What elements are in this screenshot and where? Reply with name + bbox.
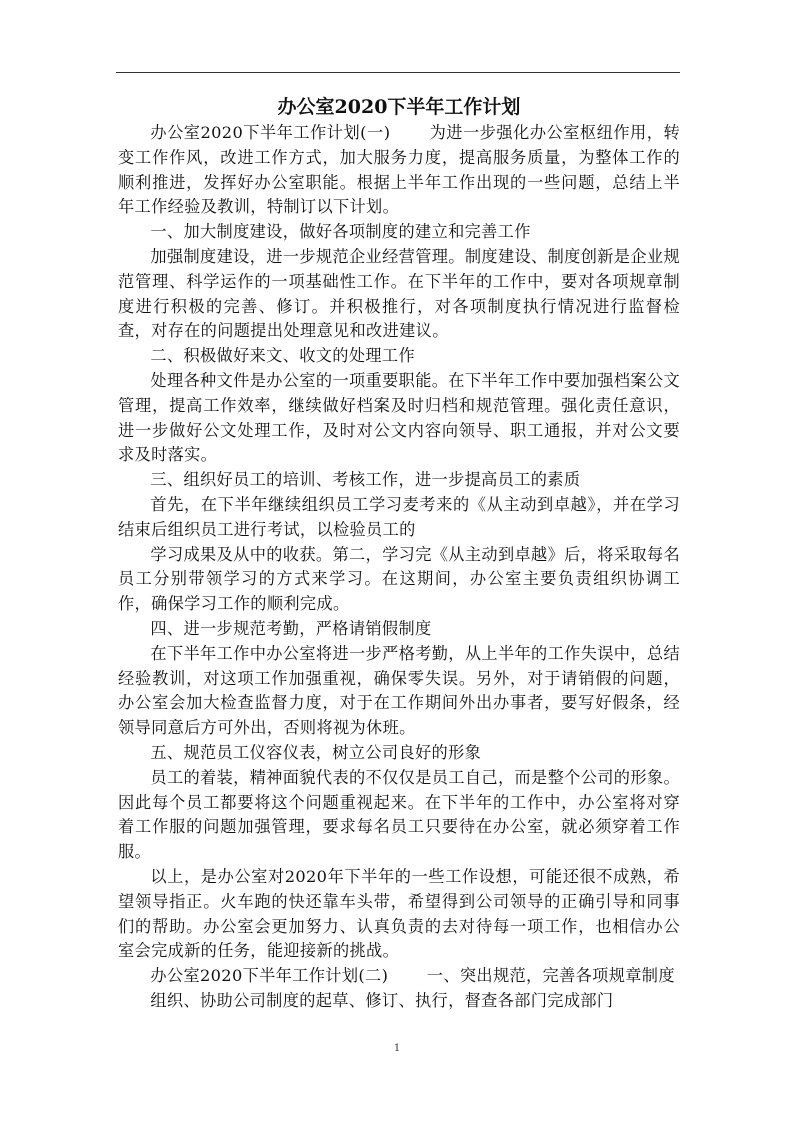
page-number: 1 — [393, 1043, 401, 1054]
paragraph-5: 员工的着装，精神面貌代表的不仅仅是员工自己，而是整个公司的形象。因此每个员工都要将这个问题重视起来。在下半年的工作中，办公室将对穿着工作服的问题加强管理，要求每名员工只要待在办公室，就必须穿着工作服。 — [118, 767, 680, 862]
section-heading-5: 五、规范员工仪容仪表，树立公司良好的形象 — [150, 742, 482, 762]
paragraph-2: 处理各种文件是办公室的一项重要职能。在下半年工作中要加强档案公文管理，提高工作效率，继续做好档案及时归档和规范管理。强化责任意识，进一步做好公文处理工作，及时对公文内容向领导、职工通报，并对公文要求及时落实。 — [118, 370, 680, 465]
paragraph-3b: 学习成果及从中的收获。第二，学习完《从主动到卓越》后，将采取每名员工分别带领学习的方式来学习。在这期间，办公室主要负责组织协调工作，确保学习工作的顺利完成。 — [118, 544, 680, 614]
section-heading-2: 二、积极做好来文、收文的处理工作 — [150, 346, 415, 366]
paragraph-3a: 首先，在下半年继续组织员工学习麦考来的《从主动到卓越》，并在学习结束后组织员工进行考试，以检验员工的 — [118, 494, 680, 539]
paragraph-last: 组织、协助公司制度的起草、修订、执行，督查各部门完成部门 — [150, 990, 614, 1010]
section-heading-1: 一、加大制度建设，做好各项制度的建立和完善工作 — [150, 222, 531, 242]
paragraph-4: 在下半年工作中办公室将进一步严格考勤，从上半年的工作失误中，总结经验教训，对这项工作加强重视，确保零失误。另外，对于请销假的问题，办公室会加大检查监督力度，对于在工作期间外出办事者，要写好假条，经领导同意后方可外出，否则将视为休班。 — [118, 643, 680, 738]
paragraph-plan-two: 办公室2020下半年工作计划(二) 一、突出规范，完善各项规章制度 — [150, 966, 675, 986]
header-rule — [116, 72, 680, 73]
document-title: 办公室2020下半年工作计划 — [277, 96, 521, 118]
paragraph-intro: 办公室2020下半年工作计划(一) 为进一步强化办公室枢纽作用，转变工作作风，改进工作方式，加大服务力度，提高服务质量，为整体工作的顺利推进，发挥好办公室职能。根据上半年工作出现的一些问题，总结上半年工作经验及教训，特制订以下计划。 — [118, 123, 680, 217]
document-body — [118, 94, 680, 1014]
section-heading-3: 三、组织好员工的培训、考核工作，进一步提高员工的素质 — [150, 470, 581, 490]
section-heading-4: 四、进一步规范考勤，严格请销假制度 — [150, 618, 432, 638]
paragraph-1: 加强制度建设，进一步规范企业经营管理。制度建设、制度创新是企业规范管理、科学运作的一项基础性工作。在下半年的工作中，要对各项规章制度进行积极的完善、修订。并积极推行，对各项制度执行情况进行监督检查，对存在的问题提出处理意见和改进建议。 — [118, 246, 680, 341]
paragraph-conclusion: 以上，是办公室对2020年下半年的一些工作设想，可能还很不成熟，希望领导指正。火车跑的快还靠车头带，希望得到公司领导的正确引导和同事们的帮助。办公室会更加努力、认真负责的去对待每一项工作，也相信办公室会完成新的任务，能迎接新的挑战。 — [118, 866, 680, 961]
